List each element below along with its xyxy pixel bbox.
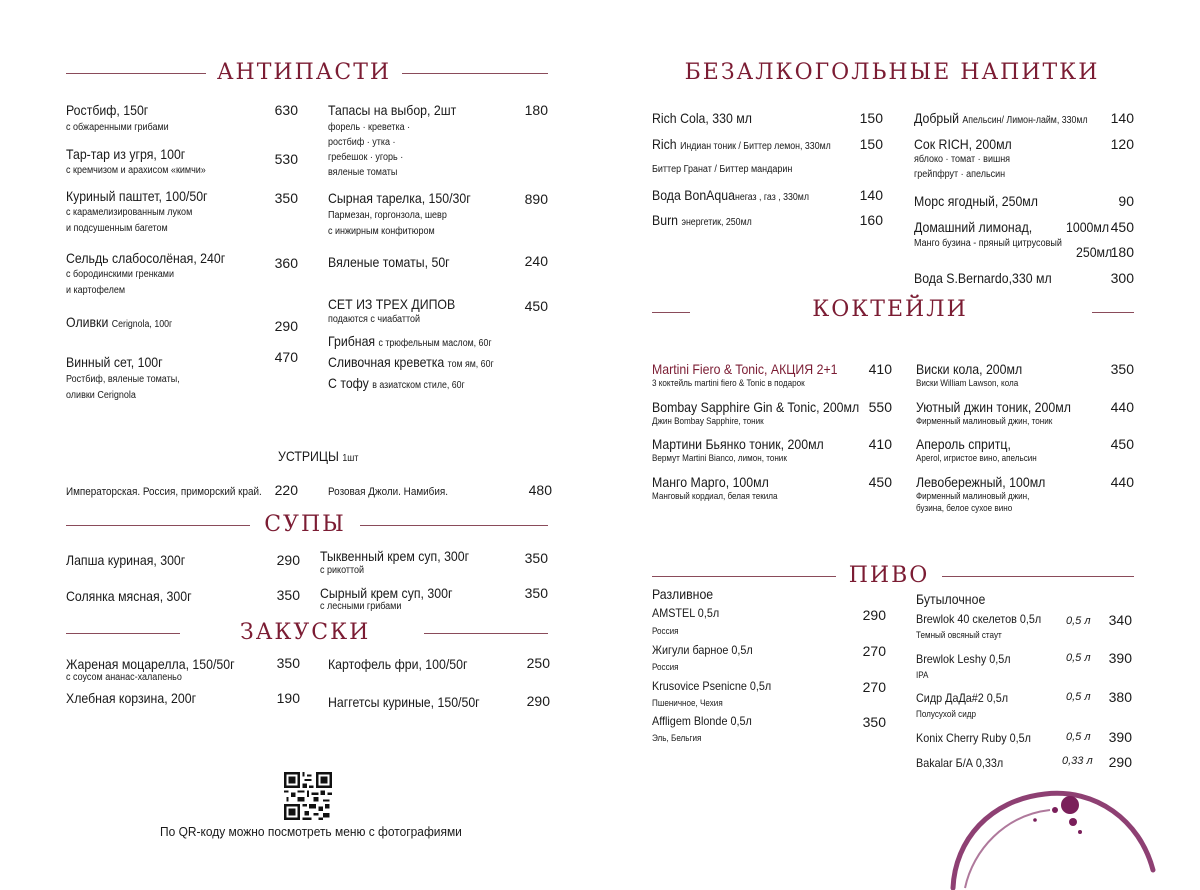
bread-basket-price: 190 [276,690,300,706]
levoberezhny-desc1: Фирменный малиновый джин, [916,491,1030,501]
dip-shrimp-small: том ям, 60г [447,359,494,370]
amstel-price: 290 [862,607,886,623]
zhiguli-name: Жигули барное 0,5л [652,643,753,657]
dips-set-desc: подаются с чиабаттой [328,314,421,325]
amstel-name: AMSTEL 0,5л [652,606,720,620]
amstel-desc: Россия [652,626,679,636]
zhiguli-desc: Россия [652,662,679,672]
pate-desc1: с карамелизированным луком [66,207,193,218]
soups-heading: СУПЫ [264,512,346,537]
affligem-desc: Эль, Бельгия [652,733,702,743]
tartar-name: Тар-тар из угря, 100г [66,146,186,162]
solyanka-price: 350 [276,587,300,603]
snacks-rule-left [66,633,180,634]
oyster-jolie-price: 480 [528,482,552,498]
tapas-line-4: вяленые томаты [328,167,398,178]
pumpkin-soup-desc: с рикоттой [320,565,365,576]
tapas-line-2: ростбиф · утка · [328,137,396,148]
cheese-plate-name: Сырная тарелка, 150/30г [328,190,471,206]
lemonade-vol-1: 1000мл [1066,219,1110,235]
dip-mushroom-name: Грибная [328,333,376,349]
chicken-noodle-price: 290 [276,552,300,568]
cozy-gin-tonic-price: 440 [1110,399,1134,415]
dobry-brand: Добрый [914,110,959,126]
bonaqua-name [652,187,809,203]
cocktails-rule-left [652,312,690,313]
brewlok-leshy-name: Brewlok Leshy 0,5л [916,652,1011,666]
fries-name: Картофель фри, 100/50г [328,656,468,672]
rostbif-price: 630 [274,102,298,118]
rich-cola-price: 150 [859,110,883,126]
water-name: Вода S.Bernardo,330 мл [914,270,1052,286]
dobry-name [914,110,1088,126]
antipasti-rule-right [402,73,548,74]
beer-heading: ПИВО [848,563,930,588]
dried-tomatoes-price: 240 [524,253,548,269]
rich-cola-name: Rich Cola, 330 мл [652,110,752,126]
mors-price: 90 [1118,193,1134,209]
olives-name-small: Cerignola, 100г [111,319,173,330]
bakalar-name: Bakalar Б/А 0,33л [916,756,1004,770]
konix-name: Konix Cherry Ruby 0,5л [916,731,1031,745]
dip-mushroom-small: с трюфельным маслом, 60г [378,338,492,349]
lemonade-vol-2: 250мл [1076,244,1113,260]
juice-price: 120 [1110,136,1134,152]
snacks-heading: ЗАКУСКИ [240,620,371,645]
mango-margo-desc: Манговый кордиал, белая текила [652,491,778,501]
cocktails-rule-right [1092,312,1134,313]
water-price: 300 [1110,270,1134,286]
martini-bianco-name: Мартини Бьянко тоник, 200мл [652,436,824,452]
tapas-line-3: гребешок · угорь · [328,152,404,163]
bread-basket-name: Хлебная корзина, 200г [66,690,197,706]
herring-desc1: с бородинскими гренками [66,269,175,280]
dip-shrimp-name: Сливочная креветка [328,354,445,370]
tapas-price: 180 [524,102,548,118]
rich-tonic-brand: Rich [652,136,677,152]
cheese-plate-desc1: Пармезан, горгонзола, шевр [328,210,447,221]
herring-desc2: и картофелем [66,285,126,296]
krusovice-price: 270 [862,679,886,695]
juice-desc2: грейпфрут · апельсин [914,169,1006,180]
solyanka-name: Солянка мясная, 300г [66,588,192,604]
nuggets-name: Наггетсы куриные, 150/50г [328,694,480,710]
brewlok-40-price: 340 [1108,612,1132,628]
bakalar-vol: 0,33 л [1062,755,1093,767]
cheese-plate-desc2: с инжирным конфитюром [328,226,435,237]
levoberezhny-name: Левобережный, 100мл [916,474,1046,490]
antipasti-rule-left [66,73,206,74]
bonaqua-price: 140 [859,187,883,203]
dips-set-price: 450 [524,298,548,314]
lemonade-name: Домашний лимонад, [914,219,1033,235]
lemonade-price-2: 180 [1110,244,1134,260]
wine-stain-icon [935,770,1165,890]
brewlok-40-desc: Темный овсяный стаут [916,630,1002,640]
bombay-desc: Джин Bombay Sapphire, тоник [652,416,764,426]
whisky-cola-name: Виски кола, 200мл [916,361,1023,377]
cheese-soup-name: Сырный крем суп, 300г [320,585,453,601]
tartar-price: 530 [274,151,298,167]
beer-rule-right [942,576,1134,577]
burn-desc: энергетик, 250мл [681,217,752,228]
brewlok-leshy-desc: IPA [916,670,929,680]
brewlok-40-name: Brewlok 40 скелетов 0,5л [916,612,1042,626]
aperol-desc: Aperol, игристое вино, апельсин [916,453,1037,463]
rostbif-name: Ростбиф, 150г [66,102,149,118]
wine-set-desc1: Ростбиф, вяленые томаты, [66,374,180,385]
cider-dada-name: Сидр ДаДа#2 0,5л [916,691,1009,705]
snacks-rule-right [424,633,548,634]
pate-price: 350 [274,190,298,206]
dobry-desc: Апельсин/ Лимон-лайм, 330мл [962,115,1088,126]
dip-shrimp [328,354,494,370]
tartar-desc: с кремчизом и арахисом «кимчи» [66,165,206,176]
cozy-gin-tonic-name: Уютный джин тоник, 200мл [916,399,1071,415]
brewlok-40-vol: 0,5 л [1066,615,1091,627]
olives-price: 290 [274,318,298,334]
levoberezhny-price: 440 [1110,474,1134,490]
dobry-price: 140 [1110,110,1134,126]
bombay-name: Bombay Sapphire Gin & Tonic, 200мл [652,399,860,415]
soft-drinks-heading: БЕЗАЛКОГОЛЬНЫЕ НАПИТКИ [684,60,1100,85]
mango-margo-name: Манго Марго, 100мл [652,474,769,490]
qr-code-icon[interactable] [284,772,332,820]
lemonade-desc: Манго бузина - пряный цитрусовый [914,238,1062,249]
whisky-cola-price: 350 [1110,361,1134,377]
oysters-title-text: УСТРИЦЫ [278,448,339,464]
wine-set-price: 470 [274,349,298,365]
herring-name: Сельдь слабосолёная, 240г [66,250,226,266]
oysters-unit: 1шт [342,453,359,464]
cocktails-heading: КОКТЕЙЛИ [812,297,968,322]
juice-name: Сок RICH, 200мл [914,136,1012,152]
konix-price: 390 [1108,729,1132,745]
wine-set-desc2: оливки Cerignola [66,390,136,401]
levoberezhny-desc2: бузина, белое сухое вино [916,503,1013,513]
tapas-name: Тапасы на выбор, 2шт [328,102,457,118]
bakalar-price: 290 [1108,754,1132,770]
olives-name [66,314,172,330]
soups-rule-left [66,525,250,526]
dip-tofu [328,375,465,391]
martini-bianco-price: 410 [868,436,892,452]
soups-rule-right [360,525,548,526]
cheese-soup-price: 350 [524,585,548,601]
cozy-gin-tonic-desc: Фирменный малиновый джин, тоник [916,416,1053,426]
mors-name: Морс ягодный, 250мл [914,193,1038,209]
whisky-cola-desc: Виски William Lawson, кола [916,378,1019,388]
juice-desc1: яблоко · томат · вишня [914,154,1011,165]
martini-fiero-name: Martini Fiero & Tonic, АКЦИЯ 2+1 [652,361,838,377]
nuggets-price: 290 [526,693,550,709]
bonaqua-desc: негаз , газ , 330мл [734,192,809,203]
bombay-price: 550 [868,399,892,415]
bonaqua-brand: Вода BonAqua [652,187,735,203]
mozzarella-desc: с соусом ананас-халапеньо [66,672,182,683]
aperol-name: Апероль спритц, [916,436,1011,452]
dip-tofu-name: С тофу [328,375,369,391]
rich-tonic-flavors: Индиан тоник / Биттер лемон, 330мл [680,141,831,152]
cider-dada-price: 380 [1108,689,1132,705]
pumpkin-soup-name: Тыквенный крем суп, 300г [320,548,470,564]
dips-set-name: СЕТ ИЗ ТРЕХ ДИПОВ [328,296,456,312]
affligem-price: 350 [862,714,886,730]
mozzarella-name: Жареная моцарелла, 150/50г [66,656,235,672]
oyster-imperial-price: 220 [274,482,298,498]
tapas-line-1: форель · креветка · [328,122,411,133]
oyster-jolie-name: Розовая Джоли. Намибия. [328,486,448,498]
rostbif-desc: с обжаренными грибами [66,122,169,133]
burn-brand: Burn [652,212,679,228]
olives-name-main: Оливки [66,314,109,330]
zhiguli-price: 270 [862,643,886,659]
aperol-price: 450 [1110,436,1134,452]
martini-bianco-desc: Вермут Martini Bianco, лимон, тоник [652,453,787,463]
herring-price: 360 [274,255,298,271]
mozzarella-price: 350 [276,655,300,671]
bottled-beer-title: Бутылочное [916,591,986,607]
oysters-title [278,448,358,464]
brewlok-leshy-vol: 0,5 л [1066,652,1091,664]
rich-tonic-line2: Биттер Гранат / Биттер мандарин [652,164,793,175]
martini-fiero-price: 410 [868,361,892,377]
krusovice-desc: Пшеничное, Чехия [652,698,723,708]
pumpkin-soup-price: 350 [524,550,548,566]
dried-tomatoes-name: Вяленые томаты, 50г [328,254,450,270]
chicken-noodle-name: Лапша куриная, 300г [66,552,186,568]
qr-caption: По QR-коду можно посмотреть меню с фотографиями [160,824,462,839]
krusovice-name: Krusovice Psenicne 0,5л [652,679,772,693]
mango-margo-price: 450 [868,474,892,490]
pate-desc2: и подсушенным багетом [66,223,168,234]
antipasti-heading: АНТИПАСТИ [216,60,392,85]
draft-beer-title: Разливное [652,586,714,602]
burn-name [652,212,752,228]
brewlok-leshy-price: 390 [1108,650,1132,666]
konix-vol: 0,5 л [1066,731,1091,743]
oyster-imperial-name: Императорская. Россия, приморский край. [66,486,262,498]
cheese-plate-price: 890 [524,191,548,207]
lemonade-price-1: 450 [1110,219,1134,235]
affligem-name: Affligem Blonde 0,5л [652,714,752,728]
dip-mushroom [328,333,492,349]
cider-dada-vol: 0,5 л [1066,691,1091,703]
cheese-soup-desc: с лесными грибами [320,601,402,612]
rich-tonic-price: 150 [859,136,883,152]
pate-name: Куриный паштет, 100/50г [66,188,208,204]
wine-set-name: Винный сет, 100г [66,354,163,370]
burn-price: 160 [859,212,883,228]
rich-tonic-name [652,136,831,152]
cider-dada-desc: Полусухой сидр [916,709,976,719]
martini-fiero-desc: 3 коктейль martini fiero & Tonic в подарок [652,378,805,388]
dip-tofu-small: в азиатском стиле, 60г [372,380,465,391]
beer-rule-left [652,576,836,577]
fries-price: 250 [526,655,550,671]
